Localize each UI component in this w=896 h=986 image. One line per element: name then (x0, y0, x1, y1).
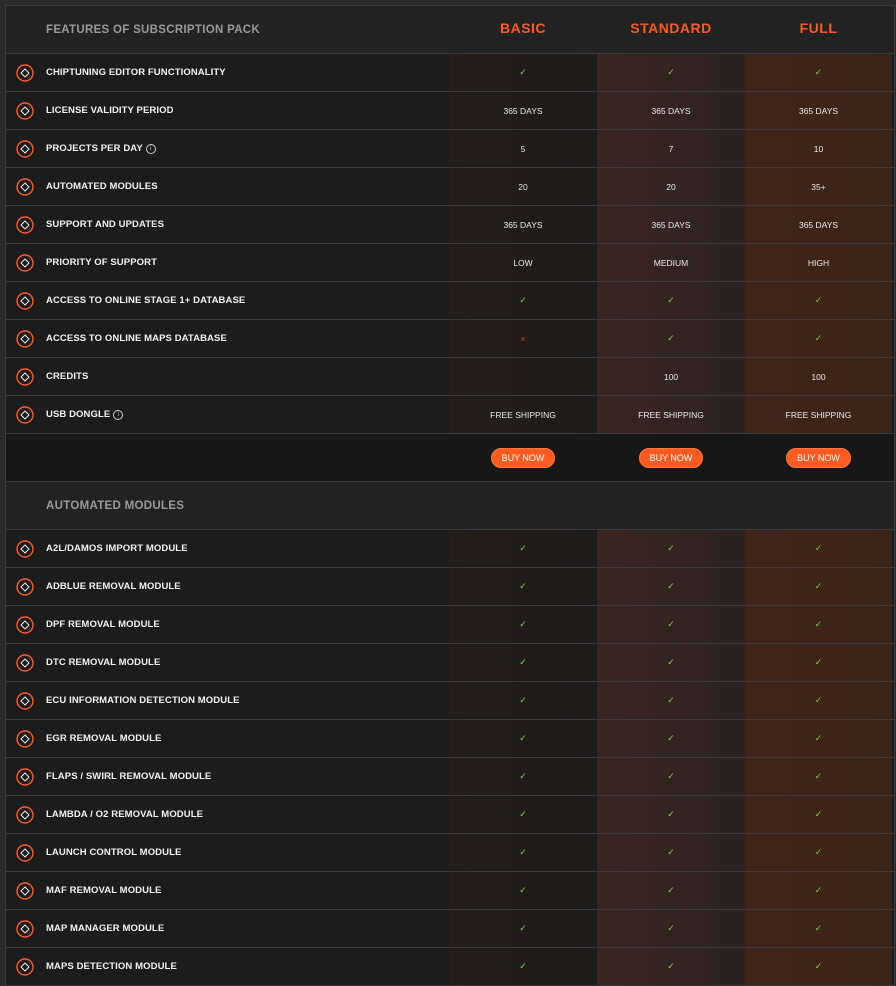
editor-icon (14, 62, 36, 84)
feature-label: SUPPORT AND UPDATES (46, 219, 165, 230)
feature-row (6, 168, 894, 206)
module-row (6, 606, 894, 644)
cell-standard (597, 206, 745, 243)
feature-label: AUTOMATED MODULES (46, 181, 158, 192)
feature-label: MAP MANAGER MODULE (46, 923, 165, 934)
check-icon: ✓ (667, 695, 675, 705)
check-icon: ✓ (667, 67, 675, 77)
check-icon: ✓ (519, 733, 527, 743)
feature-value: FREE SHIPPING (785, 409, 852, 420)
feature-value: 365 DAYS (503, 219, 543, 230)
feature-value: 7 (668, 143, 674, 154)
egr-icon (14, 728, 36, 750)
check-icon: ✓ (519, 961, 527, 971)
buy-now-button-full[interactable]: BUY NOW (786, 448, 851, 468)
cell-standard (597, 682, 745, 719)
feature-value: 10 (813, 143, 824, 154)
cell-full (745, 644, 892, 681)
cell-basic (449, 872, 597, 909)
support-icon (14, 214, 36, 236)
hourglass-icon (14, 100, 36, 122)
cell-basic (449, 358, 597, 395)
cell-basic (449, 682, 597, 719)
feature-row (6, 282, 894, 320)
check-icon: ✓ (814, 885, 823, 895)
a2l-icon (14, 538, 36, 560)
check-icon: ✓ (667, 295, 675, 305)
check-icon: ✓ (667, 733, 675, 743)
cell-standard (597, 758, 745, 795)
feature-value: 20 (666, 181, 676, 192)
maps-database-icon (14, 328, 36, 350)
buy-row (6, 434, 894, 482)
check-icon: ✓ (667, 543, 675, 553)
features-header-row (6, 6, 894, 54)
check-icon: ✓ (519, 809, 527, 819)
cell-basic (449, 320, 597, 357)
dpf-icon (14, 614, 36, 636)
check-icon: ✓ (519, 695, 527, 705)
feature-label: LAMBDA / O2 REMOVAL MODULE (46, 809, 204, 820)
stage-database-icon (14, 290, 36, 312)
check-icon: ✓ (814, 923, 823, 933)
info-icon[interactable]: i (146, 144, 156, 154)
priority-icon (14, 252, 36, 274)
feature-label: DTC REMOVAL MODULE (46, 657, 161, 668)
cell-full (745, 758, 892, 795)
cell-standard (597, 644, 745, 681)
check-icon: ✓ (519, 923, 527, 933)
cell-standard (597, 872, 745, 909)
plan-header-basic: BASIC (499, 19, 547, 36)
feature-value: 365 DAYS (651, 105, 691, 116)
plan-header-standard: STANDARD (630, 19, 712, 36)
maps-detection-icon (14, 956, 36, 978)
module-row (6, 644, 894, 682)
check-icon: ✓ (667, 581, 675, 591)
cell-full (745, 948, 892, 985)
subscription-comparison-table (5, 5, 895, 986)
check-icon: ✓ (814, 809, 823, 819)
cell-full (745, 530, 892, 567)
check-icon: ✓ (519, 657, 527, 667)
adblue-icon (14, 576, 36, 598)
feature-label: EGR REMOVAL MODULE (46, 733, 162, 744)
feature-row (6, 54, 894, 92)
check-icon: ✓ (667, 657, 675, 667)
feature-label: ADBLUE REMOVAL MODULE (46, 581, 181, 592)
cell-standard (597, 948, 745, 985)
check-icon: ✓ (667, 847, 675, 857)
check-icon: ✓ (814, 295, 823, 305)
feature-value: 365 DAYS (798, 105, 839, 116)
feature-value: 35+ (811, 181, 826, 192)
cell-full (745, 92, 892, 129)
cell-basic (449, 92, 597, 129)
usb-dongle-icon (14, 404, 36, 426)
cell-standard (597, 244, 745, 281)
check-icon: ✓ (814, 333, 823, 343)
cell-full (745, 130, 892, 167)
cell-standard (597, 54, 745, 91)
cell-full (745, 282, 892, 319)
module-row (6, 948, 894, 986)
feature-label: LAUNCH CONTROL MODULE (46, 847, 182, 858)
cell-standard (597, 568, 745, 605)
feature-label: CHIPTUNING EDITOR FUNCTIONALITY (46, 67, 226, 78)
features-section-title: FEATURES OF SUBSCRIPTION PACK (46, 23, 261, 36)
cell-full (745, 606, 892, 643)
cell-basic (449, 130, 597, 167)
cell-basic (449, 54, 597, 91)
check-icon: ✓ (814, 695, 823, 705)
flaps-icon (14, 766, 36, 788)
module-row (6, 758, 894, 796)
check-icon: ✓ (814, 733, 823, 743)
feature-value: MEDIUM (653, 257, 689, 268)
feature-row (6, 206, 894, 244)
check-icon: ✓ (667, 923, 675, 933)
cell-full (745, 320, 892, 357)
cell-full (745, 244, 892, 281)
cell-standard (597, 168, 745, 205)
cell-basic (449, 720, 597, 757)
cell-basic (449, 244, 597, 281)
feature-label: ECU INFORMATION DETECTION MODULE (46, 695, 240, 706)
check-icon: ✓ (667, 809, 675, 819)
cell-basic (449, 834, 597, 871)
feature-label: A2L/DAMOS IMPORT MODULE (46, 543, 188, 554)
cell-basic (449, 568, 597, 605)
module-row (6, 682, 894, 720)
cell-basic (449, 206, 597, 243)
feature-row (6, 320, 894, 358)
feature-row (6, 92, 894, 130)
check-icon: ✓ (667, 619, 675, 629)
feature-value: 5 (520, 143, 526, 154)
feature-row (6, 396, 894, 434)
cell-full (745, 358, 892, 395)
cell-basic (449, 948, 597, 985)
feature-label: USB DONGLE (46, 409, 111, 420)
cell-full (745, 396, 892, 433)
cell-standard (597, 92, 745, 129)
cell-full (745, 720, 892, 757)
feature-label: DPF REMOVAL MODULE (46, 619, 160, 630)
feature-value: 100 (811, 371, 826, 382)
cell-full (745, 682, 892, 719)
check-icon: ✓ (519, 295, 527, 305)
projects-icon (14, 138, 36, 160)
feature-value: 365 DAYS (651, 219, 691, 230)
feature-label: MAPS DETECTION MODULE (46, 961, 177, 972)
check-icon: ✓ (519, 543, 527, 553)
cell-standard (597, 530, 745, 567)
feature-label: MAF REMOVAL MODULE (46, 885, 162, 896)
cell-standard (597, 282, 745, 319)
cross-icon: × (520, 333, 526, 344)
cell-full (745, 910, 892, 947)
credits-icon (14, 366, 36, 388)
plan-header-full: FULL (799, 19, 838, 36)
module-row (6, 530, 894, 568)
feature-label: PRIORITY OF SUPPORT (46, 257, 157, 268)
check-icon: ✓ (814, 581, 823, 591)
check-icon: ✓ (814, 961, 823, 971)
feature-label: CREDITS (46, 371, 89, 382)
feature-row (6, 130, 894, 168)
lambda-icon (14, 804, 36, 826)
cell-full (745, 568, 892, 605)
cell-basic (449, 530, 597, 567)
check-icon: ✓ (519, 771, 527, 781)
cell-basic (449, 910, 597, 947)
feature-value: 365 DAYS (798, 219, 839, 230)
buy-now-button-basic[interactable]: BUY NOW (491, 448, 556, 468)
check-icon: ✓ (814, 847, 823, 857)
check-icon: ✓ (519, 581, 527, 591)
check-icon: ✓ (814, 657, 823, 667)
cell-full (745, 834, 892, 871)
cell-full (745, 54, 892, 91)
cell-standard (597, 834, 745, 871)
feature-label: PROJECTS PER DAY (46, 143, 143, 154)
ecu-info-icon (14, 690, 36, 712)
cell-basic (449, 282, 597, 319)
dtc-icon (14, 652, 36, 674)
cell-standard (597, 910, 745, 947)
cell-standard (597, 320, 745, 357)
check-icon: ✓ (519, 619, 527, 629)
check-icon: ✓ (814, 543, 823, 553)
feature-value: FREE SHIPPING (490, 409, 556, 420)
cell-basic (449, 796, 597, 833)
cell-full (745, 872, 892, 909)
check-icon: ✓ (519, 885, 527, 895)
module-row (6, 834, 894, 872)
feature-row (6, 358, 894, 396)
feature-value: HIGH (807, 257, 830, 268)
cell-basic (449, 606, 597, 643)
cell-standard (597, 720, 745, 757)
maf-icon (14, 880, 36, 902)
feature-value: 365 DAYS (503, 105, 543, 116)
check-icon: ✓ (519, 847, 527, 857)
cell-basic (449, 396, 597, 433)
buy-now-button-standard[interactable]: BUY NOW (639, 448, 704, 468)
check-icon: ✓ (667, 771, 675, 781)
cell-standard (597, 396, 745, 433)
cell-standard (597, 796, 745, 833)
feature-value: LOW (513, 257, 533, 268)
cell-full (745, 796, 892, 833)
check-icon: ✓ (667, 885, 675, 895)
module-row (6, 720, 894, 758)
feature-row (6, 244, 894, 282)
launch-control-icon (14, 842, 36, 864)
check-icon: ✓ (814, 771, 823, 781)
info-icon[interactable]: i (113, 410, 123, 420)
check-icon: ✓ (814, 619, 823, 629)
map-manager-icon (14, 918, 36, 940)
cell-full (745, 168, 892, 205)
cell-basic (449, 644, 597, 681)
module-row (6, 796, 894, 834)
cell-basic (449, 758, 597, 795)
check-icon: ✓ (667, 961, 675, 971)
feature-label: LICENSE VALIDITY PERIOD (46, 105, 174, 116)
module-row (6, 872, 894, 910)
modules-header-row (6, 482, 894, 530)
feature-value: FREE SHIPPING (638, 409, 704, 420)
module-row (6, 910, 894, 948)
cell-full (745, 206, 892, 243)
check-icon: ✓ (814, 67, 823, 77)
cell-standard (597, 130, 745, 167)
cell-standard (597, 358, 745, 395)
module-row (6, 568, 894, 606)
cell-basic (449, 168, 597, 205)
feature-label: FLAPS / SWIRL REMOVAL MODULE (46, 771, 212, 782)
modules-section-title: AUTOMATED MODULES (46, 499, 185, 512)
feature-value: 20 (518, 181, 528, 192)
automated-icon (14, 176, 36, 198)
cell-standard (597, 606, 745, 643)
feature-value: 100 (663, 371, 679, 382)
feature-label: ACCESS TO ONLINE MAPS DATABASE (46, 333, 227, 344)
feature-label: ACCESS TO ONLINE STAGE 1+ DATABASE (46, 295, 246, 306)
check-icon: ✓ (519, 67, 527, 77)
check-icon: ✓ (667, 333, 675, 343)
